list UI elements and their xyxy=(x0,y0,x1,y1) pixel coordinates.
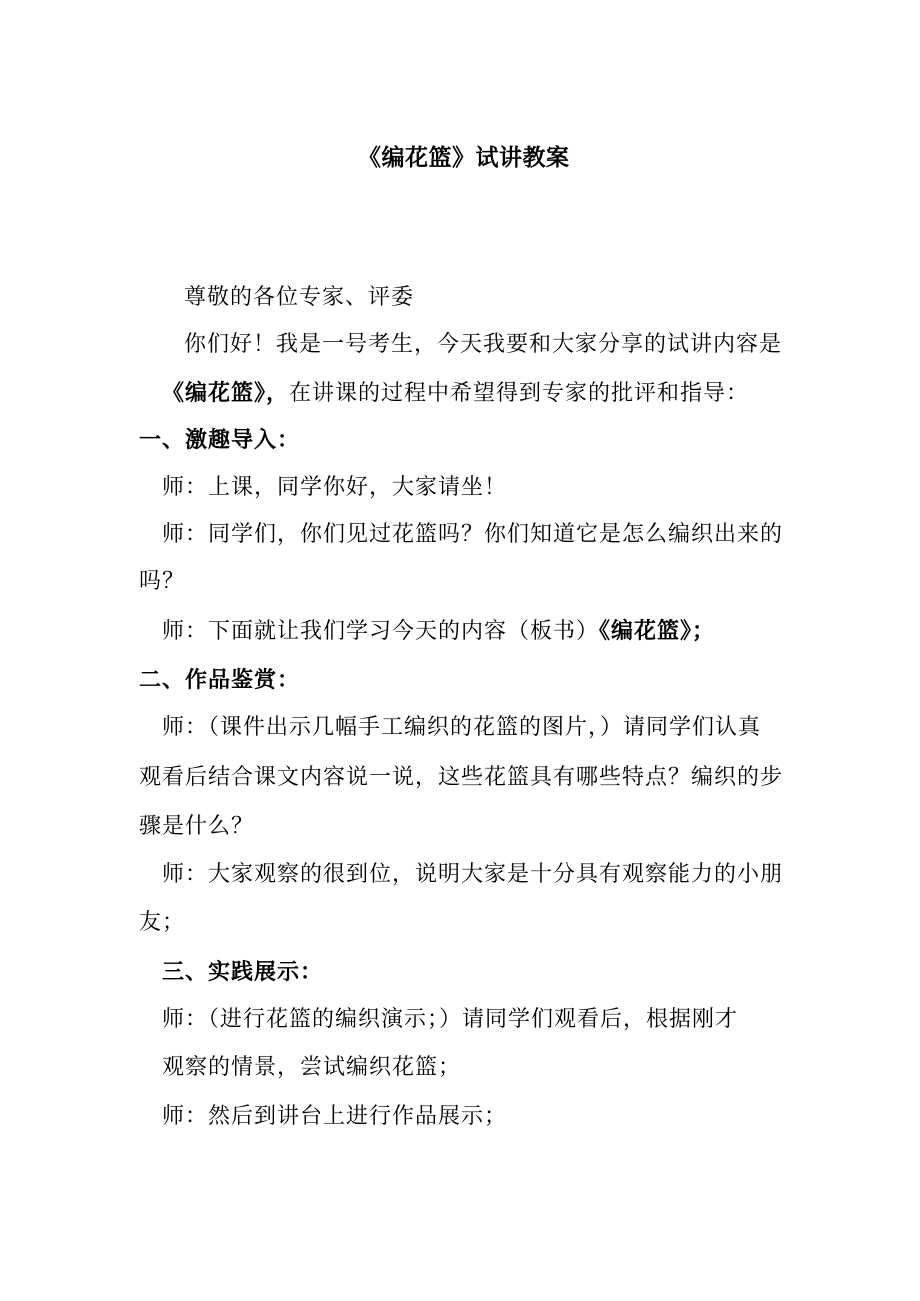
intro-line-2-rest: 在讲课的过程中希望得到专家的批评和指导： xyxy=(289,381,750,406)
section-2-line-3: 骤是什么？ xyxy=(139,814,255,839)
section-1-line-4 xyxy=(162,616,715,647)
section-2-line-5: 友； xyxy=(139,910,186,935)
document-title: 《编花篮》试讲教案 xyxy=(358,144,570,171)
section-3-line-2: 观察的情景，尝试编织花篮； xyxy=(162,1055,462,1080)
intro-line-1: 你们好！我是一号考生，今天我要和大家分享的试讲内容是 xyxy=(184,332,783,357)
section-2-line-1: 师：（课件出示几幅手工编织的花篮的图片，）请同学们认真 xyxy=(162,715,762,740)
section-3-line-1: 师：（进行花篮的编织演示；）请同学们观看后，根据刚才 xyxy=(162,1007,739,1032)
intro-title-ref: 《编花篮》， xyxy=(162,380,290,406)
section-1-line-2: 师：同学们，你们见过花篮吗？你们知道它是怎么编织出来的 xyxy=(162,522,784,547)
section-1-line-3: 吗？ xyxy=(139,569,186,594)
section-heading-3: 三、实践展示： xyxy=(162,959,324,985)
greeting-line: 尊敬的各位专家、评委 xyxy=(184,285,415,310)
section-heading-1: 一、激趣导入： xyxy=(139,427,301,453)
section-1-line-4-title: 《编花篮》； xyxy=(599,618,716,644)
intro-line-2 xyxy=(162,378,749,409)
section-heading-2: 二、作品鉴赏： xyxy=(139,667,301,693)
section-1-line-1: 师：上课，同学你好，大家请坐！ xyxy=(162,475,508,500)
section-3-line-3: 师：然后到讲台上进行作品展示； xyxy=(162,1104,508,1129)
section-2-line-4: 师：大家观察的很到位，说明大家是十分具有观察能力的小朋 xyxy=(162,862,784,887)
section-1-line-4-prefix: 师：下面就让我们学习今天的内容（板书） xyxy=(162,619,600,644)
section-2-line-2: 观看后结合课文内容说一说，这些花篮具有哪些特点？编织的步 xyxy=(139,765,784,790)
